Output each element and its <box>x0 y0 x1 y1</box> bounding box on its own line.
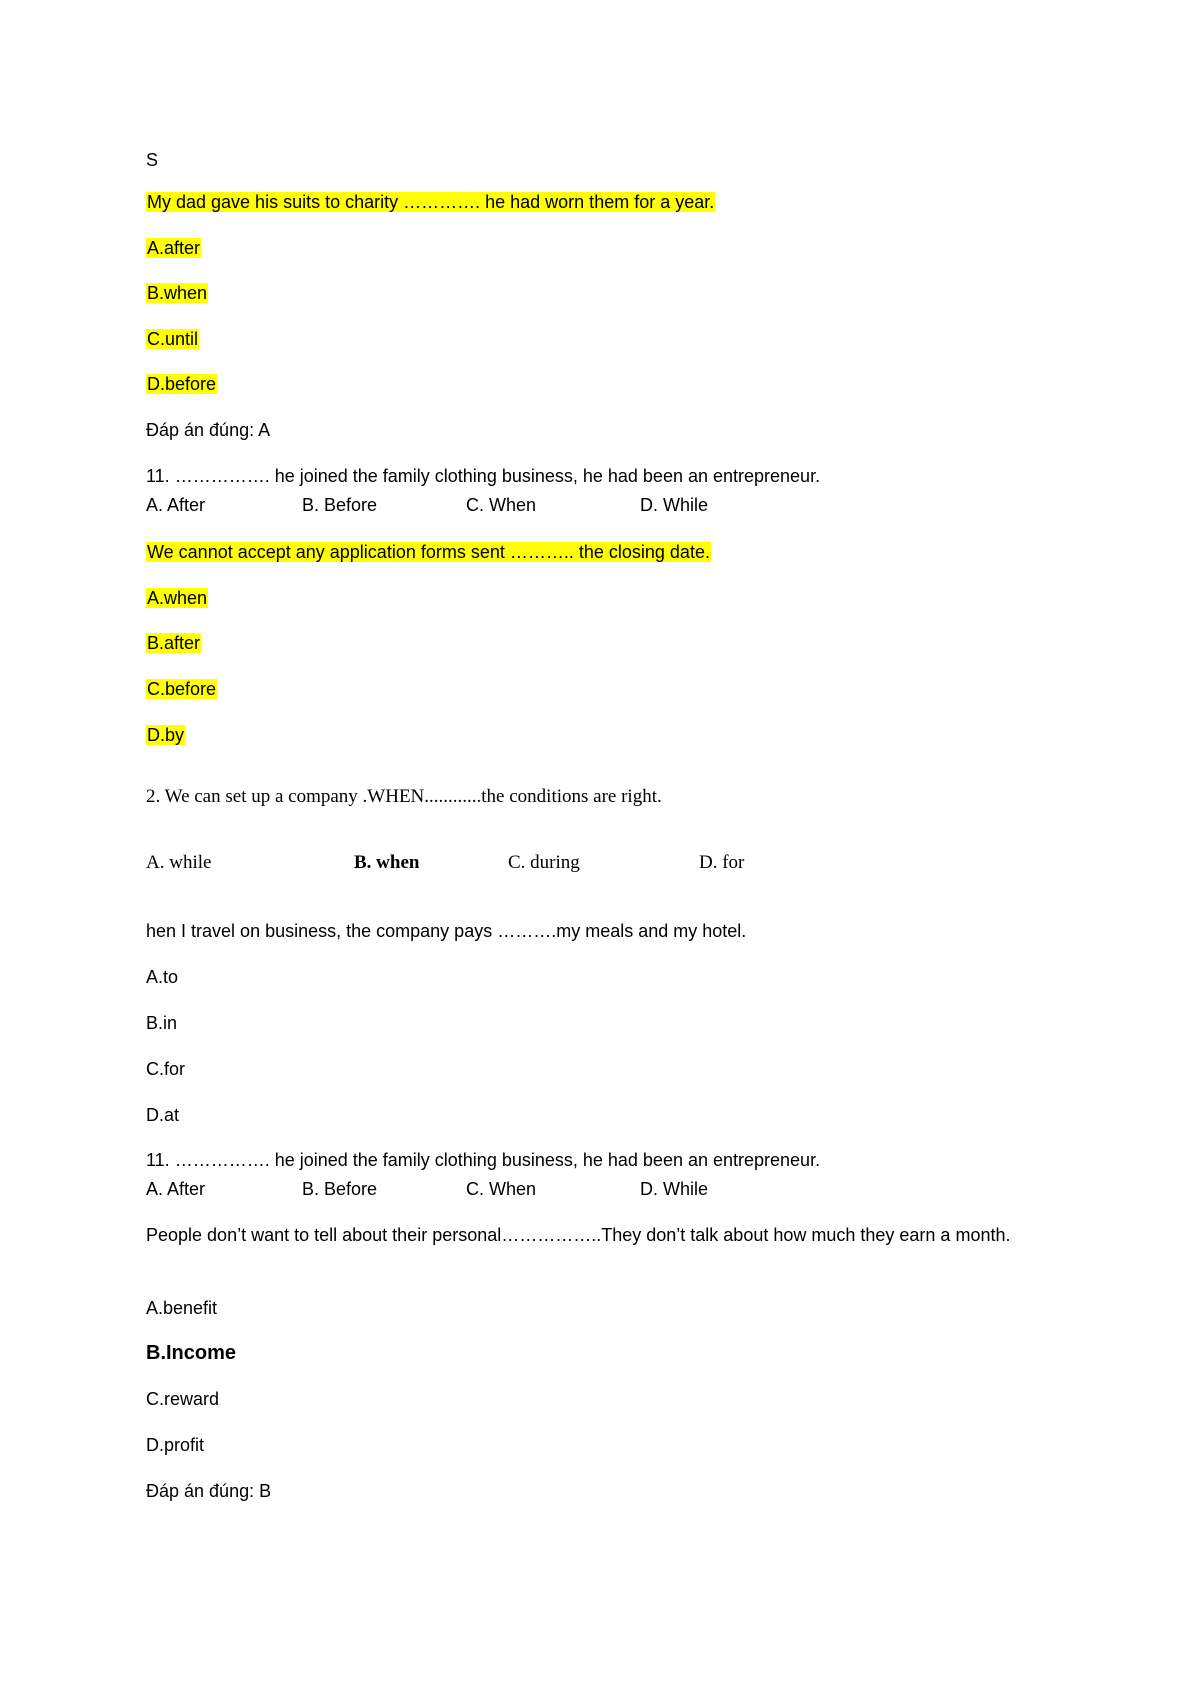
q5-option-d: D.at <box>146 1105 180 1125</box>
q6-option-b: B. Before <box>302 1179 378 1199</box>
q7-option-c: C.reward <box>146 1389 220 1409</box>
q6-option-c: C. When <box>466 1179 537 1199</box>
q7-option-a: A.benefit <box>146 1298 218 1318</box>
question-7: People don’t want to tell about their personal……………..They don’t talk about how much they earn a month. <box>146 1225 1011 1245</box>
q3-option-a: A.when <box>147 588 208 608</box>
q3-option-d: D.by <box>147 725 185 745</box>
q2-option-d: D. While <box>640 495 709 515</box>
question-3: We cannot accept any application forms sent ……….. the closing date. <box>147 542 710 562</box>
q7-option-d: D.profit <box>146 1435 205 1455</box>
q6-option-d: D. While <box>640 1179 709 1199</box>
q5-option-c: C.for <box>146 1059 186 1079</box>
q2-option-c: C. When <box>466 495 537 515</box>
q5-option-b: B.in <box>146 1013 178 1033</box>
question-1: My dad gave his suits to charity …………. he had worn them for a year. <box>147 192 715 212</box>
q4-option-a: A. while <box>146 852 212 873</box>
top-mark: S <box>146 150 159 170</box>
q2-option-a: A. After <box>146 495 206 515</box>
question-2: 11. ……………. he joined the family clothing business, he had been an entrepreneur. <box>146 466 821 486</box>
question-6: 11. ……………. he joined the family clothing business, he had been an entrepreneur. <box>146 1150 821 1170</box>
q3-option-c: C.before <box>147 679 217 699</box>
q1-answer: Đáp án đúng: A <box>146 420 271 440</box>
q7-answer: Đáp án đúng: B <box>146 1481 272 1501</box>
q4-option-c: C. during <box>508 852 580 873</box>
q1-option-d: D.before <box>147 374 217 394</box>
question-5: hen I travel on business, the company pays ……….my meals and my hotel. <box>146 921 747 941</box>
q1-option-b: B.when <box>147 283 208 303</box>
q7-option-b: B.Income <box>146 1342 237 1364</box>
q4-option-b: B. when <box>354 852 420 873</box>
q5-option-a: A.to <box>146 967 179 987</box>
q6-option-a: A. After <box>146 1179 206 1199</box>
question-4: 2. We can set up a company .WHEN............the conditions are right. <box>146 786 662 807</box>
q1-option-c: C.until <box>147 329 199 349</box>
q3-option-b: B.after <box>147 633 201 653</box>
q4-option-d: D. for <box>699 852 745 873</box>
q1-option-a: A.after <box>147 238 201 258</box>
q2-option-b: B. Before <box>302 495 378 515</box>
